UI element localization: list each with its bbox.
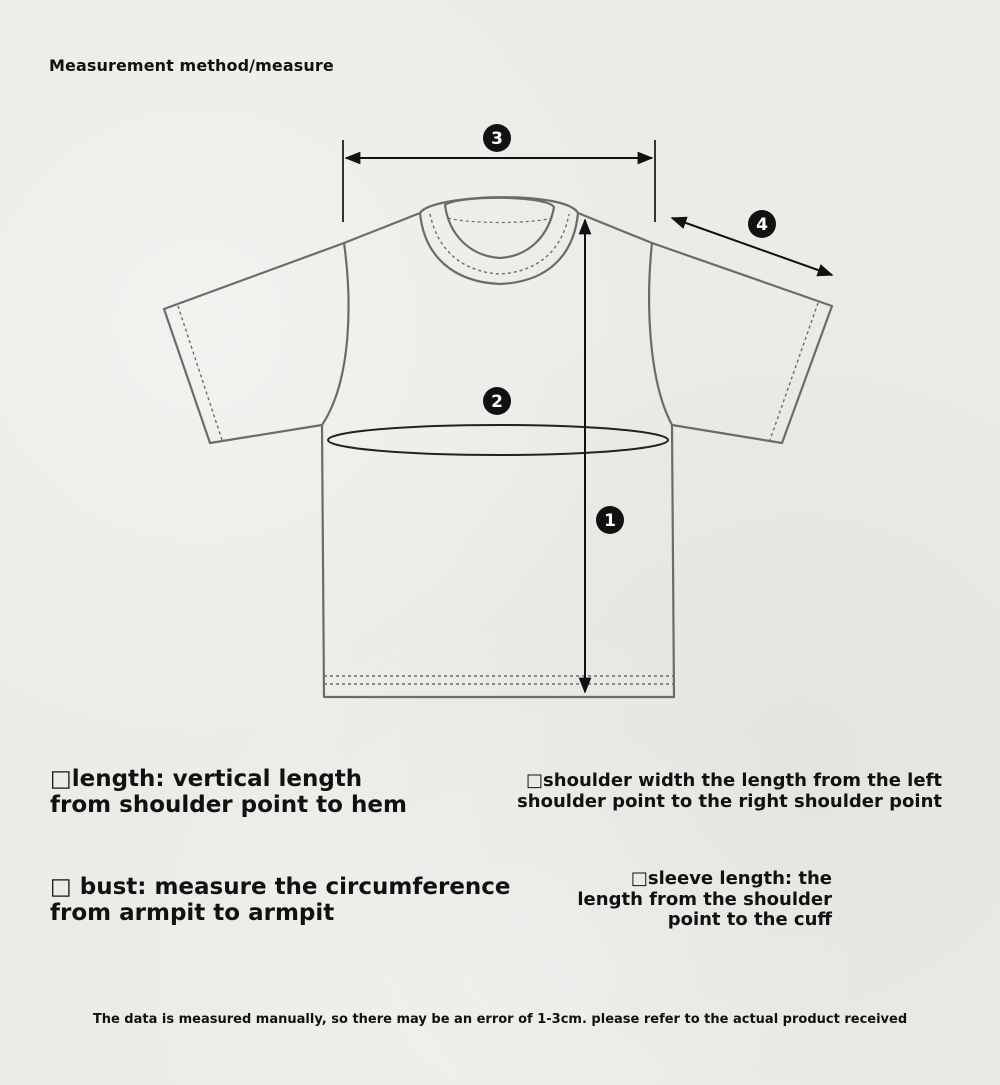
length-description-line-1: □length: vertical length <box>50 766 363 792</box>
sleeve-description-line-3: point to the cuff <box>667 909 832 931</box>
right-sleeve-stitch <box>770 303 818 440</box>
shoulder-description-line-2: shoulder point to the right shoulder point <box>517 790 942 812</box>
collar-inner <box>445 198 554 258</box>
marker-4-label: 4 <box>756 215 768 235</box>
marker-3 <box>483 124 511 152</box>
shoulder-description-line-1: □shoulder width the length from the left <box>526 770 942 791</box>
marker-2-label: 2 <box>491 392 503 412</box>
tshirt-outline <box>164 197 832 697</box>
bust-ellipse <box>328 425 668 455</box>
collar-stitch-inner <box>448 218 552 223</box>
length-description-line-2: from shoulder point to hem <box>50 792 407 819</box>
marker-3-label: 3 <box>491 129 503 149</box>
sleeve-description <box>577 869 832 931</box>
marker-4 <box>748 210 776 238</box>
page-title: Measurement method/measure <box>49 56 334 75</box>
right-sleeve <box>652 243 832 443</box>
marker-2 <box>483 387 511 415</box>
sleeve-description-line-1: □sleeve length: the <box>630 868 832 889</box>
left-sleeve <box>164 243 344 443</box>
marker-1 <box>596 506 624 534</box>
shoulder-description <box>517 771 942 812</box>
left-sleeve-stitch <box>178 306 222 440</box>
sleeve-description-line-2: length from the shoulder <box>577 888 832 910</box>
bust-description-line-2: from armpit to armpit <box>50 900 335 927</box>
marker-1-label: 1 <box>604 511 616 531</box>
length-description <box>50 766 407 819</box>
bust-description <box>50 874 511 927</box>
measurement-disclaimer: The data is measured manually, so there may be an error of 1-3cm. please refer to the actual product received <box>92 1012 908 1027</box>
bust-description-line-1: □ bust: measure the circumference <box>50 874 511 900</box>
